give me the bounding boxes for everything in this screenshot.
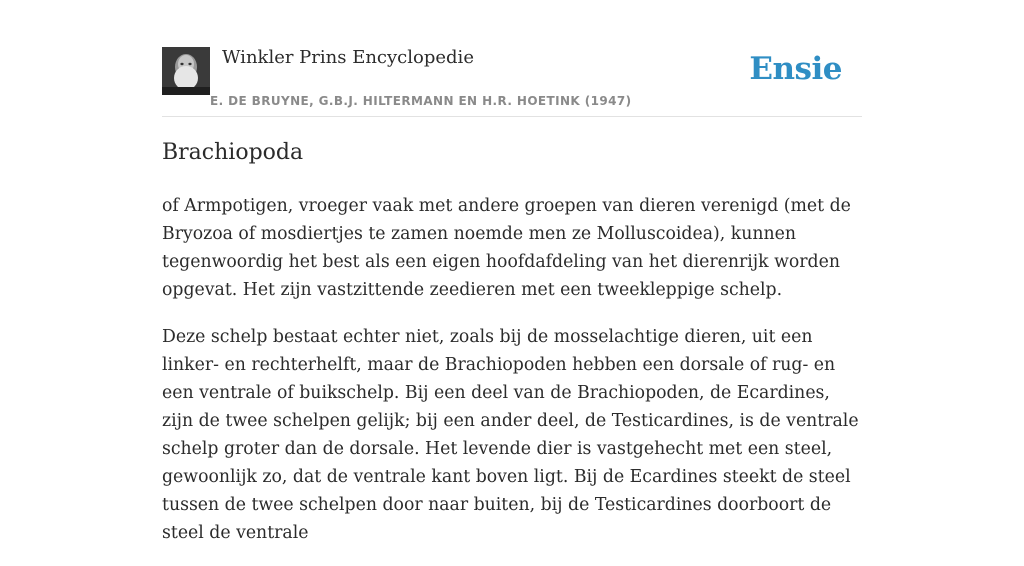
source-title[interactable]: Winkler Prins Encyclopedie: [222, 47, 474, 68]
brand-logo[interactable]: Ensie: [749, 51, 842, 87]
article-paragraph: of Armpotigen, vroeger vaak met andere groepen van dieren verenigd (met de Bryozoa of mosdiertjes te zamen noemde men ze Molluscoidea), kunnen tegenwoordig het best als een eigen hoofdafdeling van het dierenrijk worden opgevat. Het zijn vastzittende zeedieren met een tweekleppige schelp.: [162, 196, 851, 300]
article-body: [162, 192, 862, 566]
article-title: Brachiopoda: [162, 140, 304, 165]
article-paragraph: Deze schelp bestaat echter niet, zoals bij de mosselachtige dieren, uit een linker- en rechterhelft, maar de Brachiopoden hebben een dorsale of rug- en een ventrale of buikschelp. Bij een deel van de Brachiopoden, de Ecardines, zijn de twee schelpen gelijk; bij een ander deel, de Testicardines, is de ventrale schelp groter dan de dorsale. Het levende dier is vastgehecht met een steel, gewoonlijk zo, dat de ventrale kant boven ligt. Bij de Ecardines steekt de steel tussen de twee schelpen door naar buiten, bij de Testicardines doorboort de steel de ventrale: [162, 327, 859, 543]
source-authors: E. DE BRUYNE, G.B.J. HILTERMANN EN H.R. HOETINK (1947): [210, 94, 632, 108]
author-portrait-icon[interactable]: [162, 47, 210, 95]
source-header: [162, 45, 862, 117]
